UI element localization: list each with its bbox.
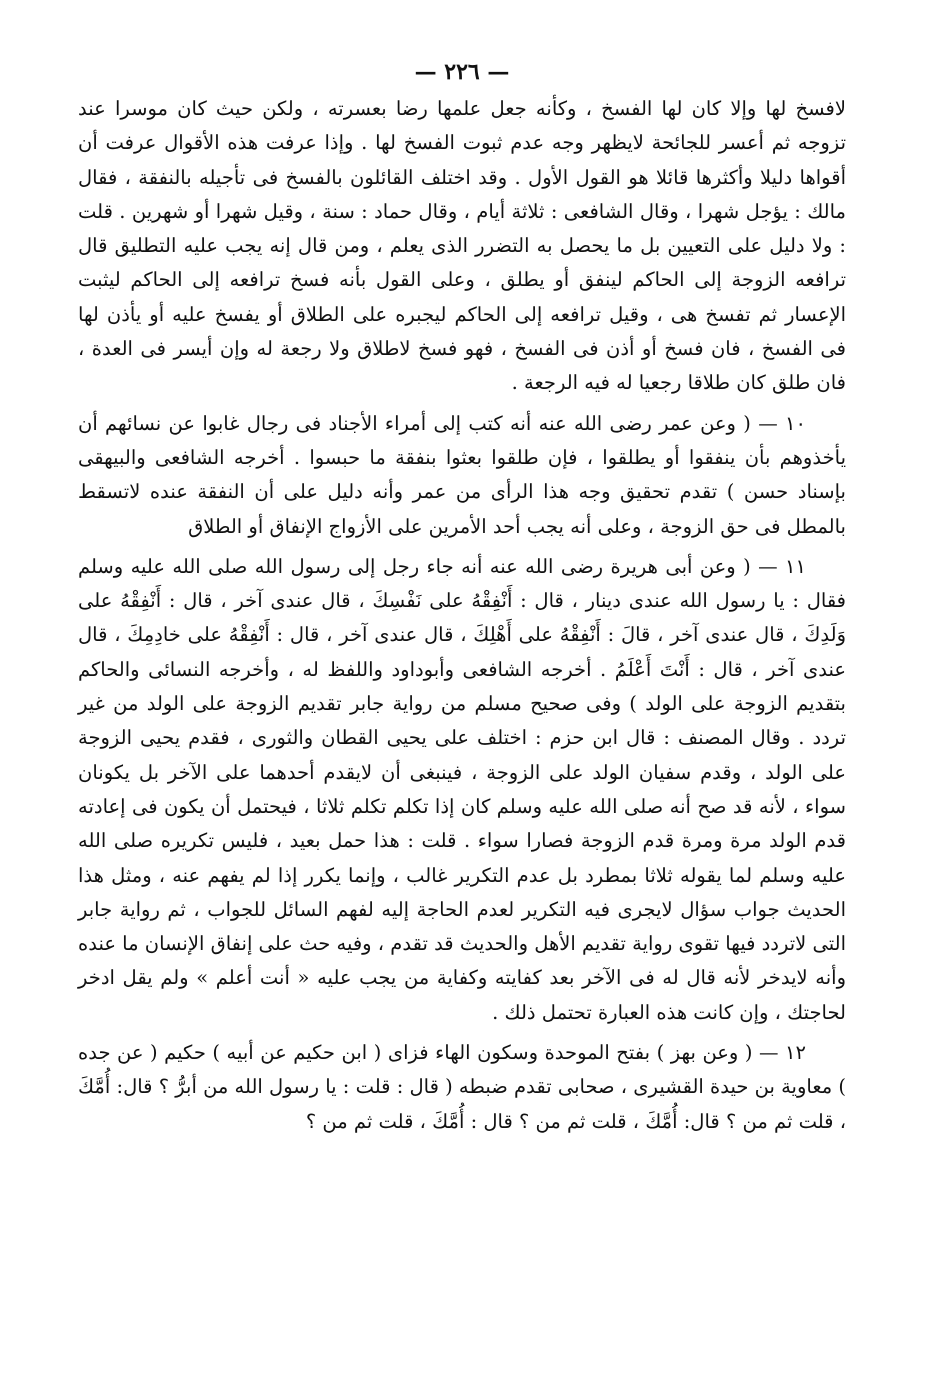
hadith-10-paragraph: ١٠ — ( وعن عمر رضى الله عنه أنه كتب إلى أمراء الأجناد فى رجال غابوا عن نسائهم أن يأخذوهم بأن ينفقوا أو يطلقوا ، فإن طلقوا بعثوا بنفقة ما حبسوا . أخرجه الشافعى والبيهقى بإسناد حسن ) تقدم تحقيق وجه هذا الرأى من عمر وأنه دليل على أن النفقة عنده لاتسقط بالمطل فى حق الزوجة ، وعلى أنه يجب أحد الأمرين على الأزواج الإنفاق أو الطلاق: [78, 411, 846, 538]
hadith-12-paragraph: ١٢ — ( وعن بهز ) بفتح الموحدة وسكون الهاء فزاى ( ابن حكيم عن أبيه ) حكيم ( عن جده ) معاوية بن حيدة القشيرى ، صحابى تقدم ضبطه ( قال : قلت : يا رسول الله من أبرُّ ؟ قال: أُمَّكَ ، قلت ثم من ؟ قال: أُمَّكَ ، قلت ثم من ؟ قال : أُمَّكَ ، قلت ثم من ؟: [78, 1041, 846, 1133]
page-number: — ٢٢٦ —: [414, 59, 510, 85]
hadith-11-paragraph: ١١ — ( وعن أبى هريرة رضى الله عنه أنه جاء رجل إلى رسول الله صلى الله عليه وسلم فقال : يا رسول الله عندى دينار ، قال : أَنْفِقْهُ على نَفْسِكَ ، قال عندى آخر ، قال : أَنْفِقْهُ على وَلَدِكَ ، قال عندى آخر ، قالَ : أَنْفِقْهُ على أَهْلِكَ ، قال عندى آخر ، قال : أَنْفِقْهُ على خادِمِكَ ، قال عندى آخر ، قال : أَنْتَ أَعْلَمُ . أخرجه الشافعى وأبوداود واللفظ له ، وأخرجه النسائى والحاكم بتقديم الزوجة على الولد ) وفى صحيح مسلم من رواية جابر تقديم الزوجة على الولد من غير تردد . وقال المصنف : قال ابن حزم : اختلف على يحيى القطان والثورى ، فقدم يحيى الزوجة على الولد ، وقدم سفيان الولد على الزوجة ، فينبغى أن لايقدم أحدهما على الآخر بل يكونان سواء ، لأنه قد صح أنه صلى الله عليه وسلم كان إذا تكلم تكلم ثلاثا ، فيحتمل أن يكون فى إعادته قدم الولد مرة ومرة قدم الزوجة فصارا سواء . قلت : هذا حمل بعيد ، فليس تكريره صلى الله عليه وسلم لما يقوله ثلاثا بمطرد بل عدم التكرير غالب ، وإنما يكرر إذا لم يفهم عنه ، ومثل هذا الحديث جواب سؤال لايجرى فيه التكرير لعدم الحاجة إليه لفهم السائل للجواب ، ثم رواية جابر التى لاتردد فيها تقوى رواية تقديم الأهل والحديث قد تقدم ، وفيه حث على إنفاق الإنسان ما عنده وأنه لايدخر لأنه قال له فى الآخر بعد كفايته وكفاية من يجب عليه « أنت أعلم » ولم يقل ادخر لحاجتك ، وإن كانت هذه العبارة تحتمل ذلك .: [78, 554, 846, 1024]
page-body: [78, 92, 846, 1139]
paragraph-continuation: لافسخ لها وإلا كان لها الفسخ ، وكأنه جعل علمها رضا بعسرته ، ولكن حيث كان موسرا عند تزوجه ثم أعسر للجائحة لايظهر وجه عدم ثبوت الفسخ لها . وإذا عرفت هذه الأقوال عرفت أن أقواها دليلا وأكثرها قائلا هو القول الأول . وقد اختلف القائلون بالفسخ فى تأجيله بالنفقة ، فقال مالك : يؤجل شهرا ، وقال الشافعى : ثلاثة أيام ، وقال حماد : سنة ، وقيل شهرا أو شهرين . قلت : ولا دليل على التعيين بل ما يحصل به التضرر الذى يعلم ، ومن قال إنه يجب عليه التطليق قال ترافعه الزوجة إلى الحاكم لينفق أو يطلق ، وعلى القول بأنه فسخ ترافعه إلى الحاكم ليثبت الإعسار ثم تفسخ هى ، وقيل ترافعه إلى الحاكم ليجبره على الطلاق أو يفسخ عليه أو يأذن لها فى الفسخ ، فان فسخ أو أذن فى الفسخ ، فهو فسخ لاطلاق ولا رجعة له وإن أيسر فى العدة ، فان طلق كان طلاقا رجعيا له فيه الرجعة .: [78, 97, 846, 395]
